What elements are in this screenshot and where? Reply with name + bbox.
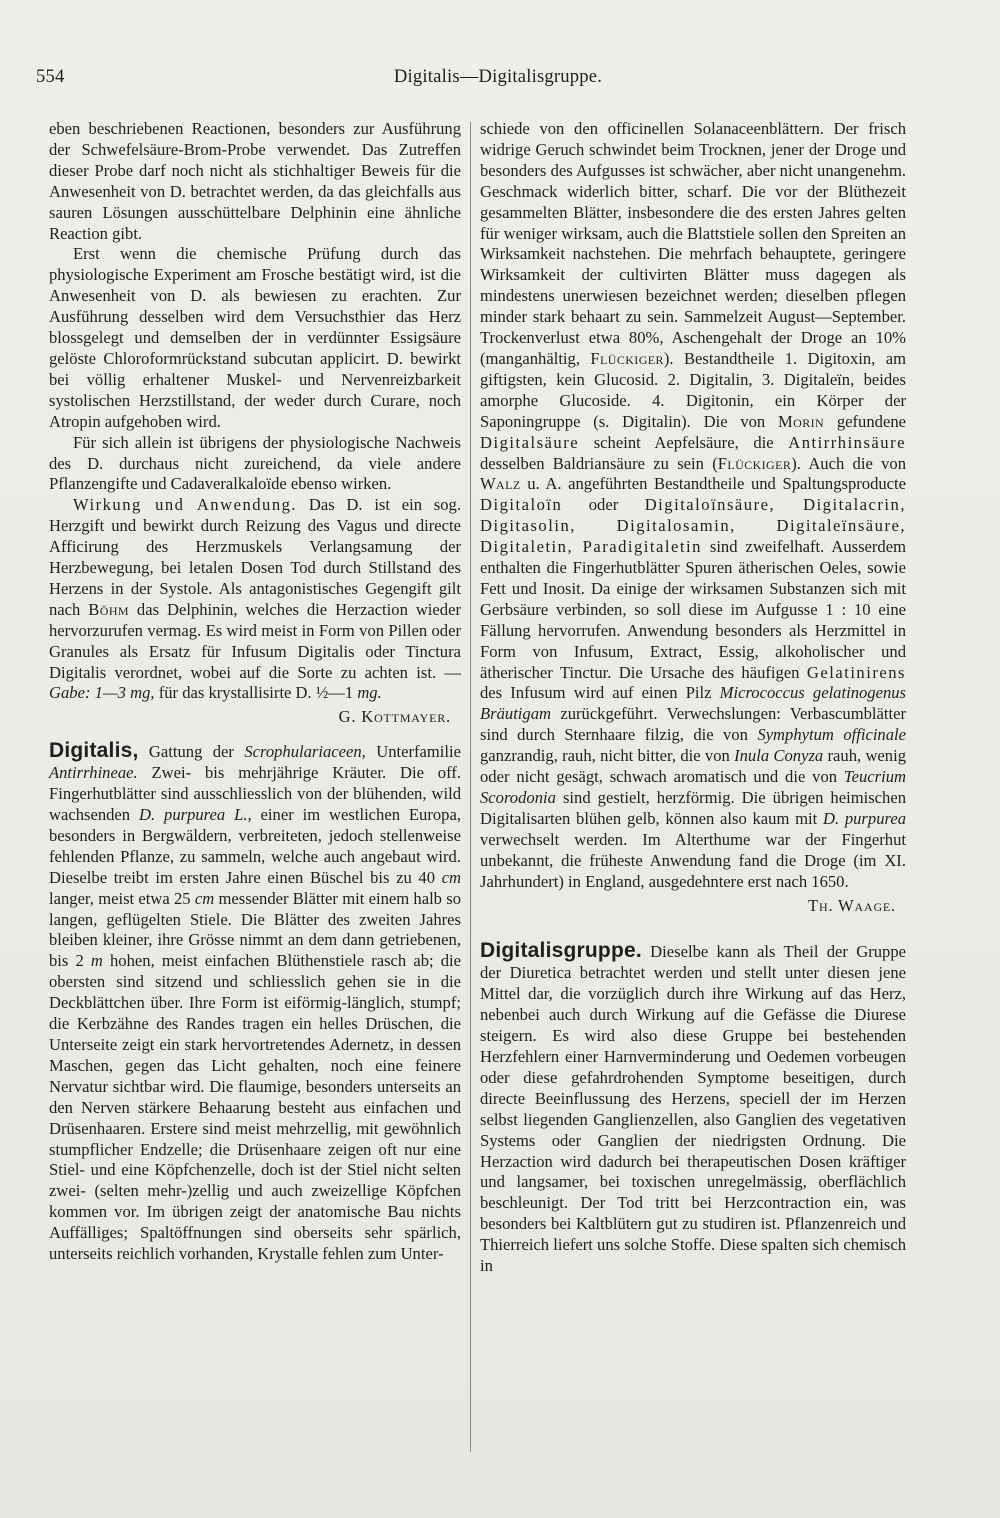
left-paragraph-3: Für sich allein ist übrigens der physiologische Nachweis des D. durchaus nicht zureichend, da viele andere Pflanzengifte und Cadaveralkaloïde ebenso wirken. bbox=[49, 432, 461, 494]
left-paragraph-2: Erst wenn die chemische Prüfung durch das physiologische Experiment am Frosche bestätigt wird, ist die Anwesenheit von D. als bewiesen zu erachten. Zur Ausführung desselben wird dem Versuchsthier das Herz blossgelegt und demselben der in verdünnter Essigsäure gelöste Chloroformrückstand subcutan applicirt. D. bewirkt bei völlig erhaltener Muskel- und Nervenreizbarkeit systolischen Herzstillstand, der weder durch Curare, noch Atropin aufgehoben wird. bbox=[49, 244, 461, 431]
right-column bbox=[480, 119, 906, 1277]
author-name: Flückiger bbox=[717, 453, 792, 473]
dose-label: Gabe: 1—3 mg, bbox=[49, 683, 155, 703]
signature-waage: Th. Waage. bbox=[808, 895, 896, 915]
right-paragraph-1: schiede von den officinellen Solanaceenblättern. Der frisch widrige Geruch schwindet beim Trocknen, jener der Droge und besonders des Aufgusses ist schwächer, aber nicht unangenehm. Geschmack widerlich bitter, scharf. Die vor der Blüthezeit gesammelten Blätter, insbesondere die des ersten Jahres gelten für weniger wirksam, auch die Blattstiele sollen den Spreiten an Wirksamkeit nachstehen. Die mehrfach behauptete, geringere Wirksamkeit der cultivirten Blätter muss dagegen als mindestens unerwiesen bezeichnet werden; dieselben pflegen minder stark behaart zu sein. Sammelzeit August—September. Trockenverlust etwa 80%, Aschengehalt der Droge an 10% (manganhältig, Flückiger). Bestandtheile 1. Digitoxin, am giftigsten, kein Glucosid. 2. Digitalin, 3. Digitaleïn, beides amorphe Glucoside. 4. Digitonin, ein Körper der Saponingruppe (s. Digitalin). Die von Morin gefundene Digitalsäure scheint Aepfelsäure, die Antirrhinsäure desselben Baldriansäure zu sein (Flückiger). Auch die von Walz u. A. angeführten Bestandtheile und Spaltungsproducte Digitaloïn oder Digitaloïnsäure, Digitalacrin, Digitasolin, Digitalosamin, Digitaleïnsäure, Digitaletin, Paradigitaletin sind zweifelhaft. Ausserdem enthalten die Fingerhutblätter Spuren ätherischen Oeles, sowie Fett und Inosit. Da einige der wirksamen Substanzen sich mit Gerbsäure verbinden, so soll diese im Aufgusse 1 : 10 eine Fällung hervorrufen. Anwendung besonders als Herzmittel in Form von Infusum, Extract, Essig, alkoholischer und ätherischer Tinctur. Die Ursache des häufigen Gelatinirens des Infusum wird auf einen Pilz Micrococcus gelatinogenus Bräutigam zurückgeführt. Verwechslungen: Verbascumblätter sind durch Sternhaare filzig, die von Symphytum officinale ganzrandig, rauh, nicht bitter, die von Inula Conyza rauh, wenig oder nicht gesägt, schwach aromatisch und die von Teucrium Scorodonia sind gestielt, herzförmig. Die übrigen heimischen Digitalisarten blühen gelb, können also kaum mit D. purpurea verwechselt werden. Im Alterthume war der Fingerhut unbekannt, die früheste Anwendung fand die Droge (im XI. Jahrhundert) in England, ausgedehntere erst nach 1650. bbox=[480, 119, 907, 891]
entry-heading-digitalisgruppe: Digitalisgruppe. bbox=[480, 939, 642, 963]
spaced-term: Digitaloïn bbox=[480, 495, 563, 515]
left-paragraph-1: eben beschriebenen Reactionen, besonders zur Ausführung der Schwefelsäure-Brom-Probe verwendet. Das Zutreffen dieser Probe darf noch nicht als stichhaltiger Beweis für die Anwesenheit von D. betrachtet werden, da das gleichfalls aus sauren Lösungen ausschüttelbare Delphinin eine ähnliche Reaction gibt. bbox=[49, 119, 461, 243]
species-name: Teucrium Scorodonia bbox=[480, 767, 906, 807]
unit-cm-1: cm bbox=[441, 867, 461, 887]
author-name: Walz bbox=[480, 474, 521, 494]
digitalis-entry: Digitalis, Gattung der Scrophulariaceen, Unterfamilie Antirrhineae. Zwei- bis mehrjährige Kräuter. Die off. Fingerhutblätter sind ausschliesslich von der blühenden, wild wachsenden D. purpurea L., einer im westlichen Europa, besonders in Bergwäldern, verbreiteten, jedoch stellenweise fehlenden Pflanze, zu sammeln, welche auch angebaut wird. Dieselbe treibt im ersten Jahre einen Büschel bis zu 40 cm langer, meist etwa 25 cm messender Blätter mit einem halb so langen, geflügelten Stiele. Die Blätter des zweiten Jahres bleiben kleiner, ihre Grösse nimmt an dem dann getriebenen, bis 2 m hohen, meist einfachen Blüthenstiele rasch ab; die obersten sind sitzend und schliesslich gehen sie in die Deckblättchen über. Ihre Form ist eiförmig-länglich, stumpf; die Kerbzähne des Randes tragen ein helles Drüschen, die Unterseite zeigt ein stark hervortretendes Adernetz, in dessen Maschen, gegen das Licht gehalten, noch eine feinere Nervatur sichtbar wird. Die flaumige, besonders unterseits an den Nerven stärkere Behaarung besteht aus einfachen und Drüsenhaaren. Erstere sind meist mehrzellig, mit gewöhnlich stumpflicher Endzelle; die Drüsenhaare zeigen oft nur eine Stiel- und eine Köpfchenzelle, doch ist der Stiel nicht selten zwei- (selten mehr-)zellig und auch zweizellige Köpfchen kommen vor. Im übrigen zeigt der anatomische Bau nichts Auffälliges; Spaltöffnungen sind oberseits sehr spärlich, unterseits reichlich vorhanden, Krystalle fehlen zum Unter- bbox=[49, 739, 461, 1264]
dose-unit: mg. bbox=[357, 683, 382, 703]
column-divider bbox=[470, 122, 471, 1452]
family-name: Scrophulariaceen, bbox=[244, 742, 366, 762]
author-name: Böhm bbox=[88, 599, 129, 619]
section-term: Wirkung und Anwendung. bbox=[73, 495, 298, 515]
entry-heading-digitalis: Digitalis, bbox=[49, 739, 139, 763]
species-name: Inula Conyza bbox=[734, 746, 824, 766]
running-head: Digitalis—Digitalisgruppe. bbox=[393, 66, 603, 87]
spaced-term: Digitaloïnsäure, Digitalacrin, Digitasolin, Digitalosamin, Digitaleïnsäure, Digitaletin, Paradigitaletin bbox=[480, 495, 906, 557]
page-header bbox=[36, 66, 960, 96]
signature-kottmayer: G. Kottmayer. bbox=[338, 707, 451, 727]
unit-cm-2: cm bbox=[194, 888, 215, 908]
species-name: D. purpurea bbox=[822, 808, 906, 828]
author-name: Morin bbox=[778, 411, 825, 431]
species-name: Symphytum officinale bbox=[757, 725, 907, 745]
subfamily-name: Antirrhineae. bbox=[49, 763, 138, 783]
page-number: 554 bbox=[36, 66, 65, 87]
spaced-term: Antirrhinsäure bbox=[788, 432, 906, 452]
spaced-term: Digitalsäure bbox=[480, 432, 580, 452]
left-column bbox=[49, 119, 461, 1265]
spaced-term: Gelatinirens bbox=[806, 662, 906, 682]
effects-paragraph: Wirkung und Anwendung. Das D. ist ein sog. Herzgift und bewirkt durch Reizung des Vagus und directe Afficirung des Herzmuskels Verlangsamung der Herzbewegung, bei letalen Dosen Tod durch Stillstand des Herzens in der Systole. Als antagonistisches Gegengift gilt nach Böhm das Delphinin, welches die Herzaction wieder hervorzurufen vermag. Es wird meist in Form von Pillen oder Granules als Ersatz für Infusum Digitalis oder Tinctura Digitalis verordnet, wobei auf die Sorte zu achten ist. — Gabe: 1—3 mg, für das krystallisirte D. ½—1 mg. bbox=[49, 495, 461, 703]
author-name: Flückiger bbox=[590, 348, 664, 368]
species-name: Micrococcus gelatinogenus Bräutigam bbox=[480, 683, 906, 724]
unit-m: m bbox=[90, 951, 103, 971]
species-name: D. purpurea L., bbox=[139, 805, 252, 824]
digitalisgruppe-entry: Digitalisgruppe. Dieselbe kann als Theil der Gruppe der Diuretica betrachtet werden und stellt unter diesen jene Mittel dar, die vorzüglich durch ihre Wirkung auf das Herz, nebenbei auch durch Wirkung auf die Gefässe die Diurese steigern. Es wird also diese Gruppe bei bestehenden Herzfehlern einer Harnverminderung und Oedemen vorbeugen oder diese gefahrdrohenden Symptome beseitigen, durch directe Beeinflussung des Herzens, speciell der im Herzen selbst liegenden Ganglienzellen, also Ganglien des vegetativen Systems oder Ganglien der niedrigsten Ordnung. Die Herzaction wird dadurch bei therapeutischen Dosen kräftiger und langsamer, bei toxischen unregelmässig, oberflächlich beschleunigt. Der Tod tritt bei Herzcontraction ein, was besonders bei Kaltblütern gut zu studiren ist. Pflanzenreich und Thierreich liefert uns solche Stoffe. Diese spalten sich chemisch in bbox=[480, 939, 906, 1276]
